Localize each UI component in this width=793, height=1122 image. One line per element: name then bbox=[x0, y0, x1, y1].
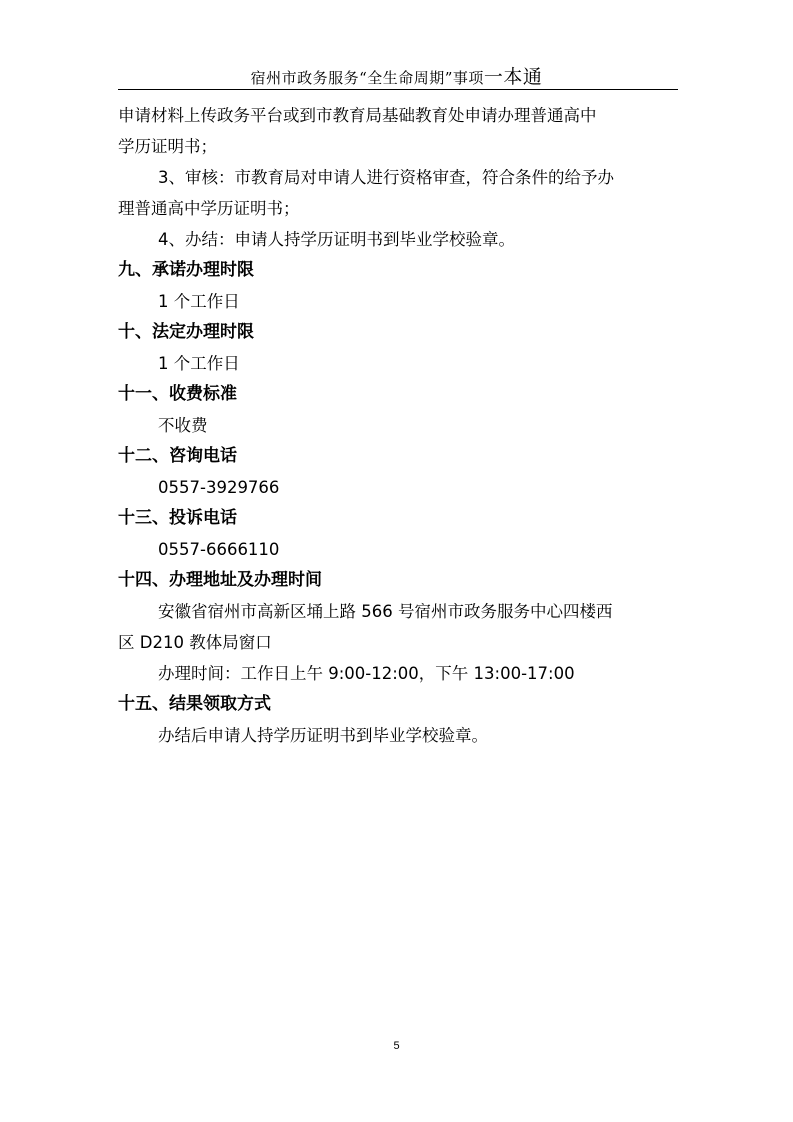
header-rule bbox=[118, 89, 678, 90]
section-body-legal-time-limit: 1 个工作日 bbox=[158, 354, 240, 373]
paragraph-review-line-1: 3、审核：市教育局对申请人进行资格审查，符合条件的给予办 bbox=[158, 168, 614, 187]
header-text-emphasis: 一本通 bbox=[483, 66, 543, 88]
section-heading-inquiry-phone: 十二、咨询电话 bbox=[118, 446, 237, 466]
section-heading-legal-time-limit: 十、法定办理时限 bbox=[118, 322, 254, 342]
section-body-result-collection: 办结后申请人持学历证明书到毕业学校验章。 bbox=[158, 726, 488, 745]
section-heading-address-and-hours: 十四、办理地址及办理时间 bbox=[118, 570, 322, 590]
section-body-promised-time-limit: 1 个工作日 bbox=[158, 292, 240, 311]
section-heading-complaint-phone: 十三、投诉电话 bbox=[118, 508, 237, 528]
running-header bbox=[0, 62, 793, 89]
paragraph-review-line-2: 理普通高中学历证明书； bbox=[118, 199, 300, 218]
paragraph-apply-line-1: 申请材料上传政务平台或到市教育局基础教育处申请办理普通高中 bbox=[118, 106, 597, 125]
section-heading-promised-time-limit: 九、承诺办理时限 bbox=[118, 260, 254, 280]
section-body-office-hours: 办理时间：工作日上午 9:00-12:00，下午 13:00-17:00 bbox=[158, 664, 575, 683]
section-body-complaint-phone: 0557-6666110 bbox=[158, 540, 280, 559]
paragraph-apply-line-2: 学历证明书； bbox=[118, 137, 217, 156]
section-body-fee-standard: 不收费 bbox=[158, 416, 208, 435]
section-heading-fee-standard: 十一、收费标准 bbox=[118, 384, 237, 404]
section-heading-result-collection: 十五、结果领取方式 bbox=[118, 694, 271, 714]
header-text: 宿州市政务服务“全生命周期”事项 bbox=[250, 69, 484, 87]
page-number: 5 bbox=[393, 1040, 400, 1052]
section-body-address-line-1: 安徽省宿州市高新区埇上路 566 号宿州市政务服务中心四楼西 bbox=[158, 602, 613, 621]
section-body-inquiry-phone: 0557-3929766 bbox=[158, 478, 280, 497]
section-body-address-line-2: 区 D210 教体局窗口 bbox=[118, 633, 272, 652]
paragraph-finish: 4、办结：申请人持学历证明书到毕业学校验章。 bbox=[158, 230, 515, 249]
document-body bbox=[118, 100, 678, 751]
